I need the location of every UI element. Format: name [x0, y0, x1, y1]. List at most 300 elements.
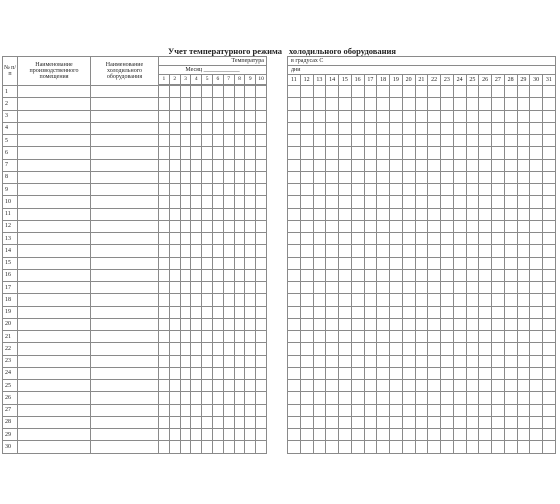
entry-cell[interactable]: [339, 159, 352, 171]
entry-cell[interactable]: [159, 380, 170, 392]
entry-cell[interactable]: [159, 294, 170, 306]
entry-cell[interactable]: [441, 110, 454, 122]
entry-cell[interactable]: [377, 245, 390, 257]
entry-cell[interactable]: [402, 245, 415, 257]
entry-cell[interactable]: [288, 318, 301, 330]
entry-cell[interactable]: [530, 331, 543, 343]
entry-cell[interactable]: [191, 306, 202, 318]
entry-cell[interactable]: [428, 122, 441, 134]
entry-cell[interactable]: [256, 367, 267, 379]
entry-cell[interactable]: [504, 220, 517, 232]
entry-cell[interactable]: [441, 306, 454, 318]
entry-cell[interactable]: [466, 171, 479, 183]
entry-cell[interactable]: [313, 196, 326, 208]
entry-cell[interactable]: [313, 135, 326, 147]
entry-cell[interactable]: [479, 294, 492, 306]
entry-cell[interactable]: [300, 196, 313, 208]
entry-cell[interactable]: [326, 257, 339, 269]
entry-cell[interactable]: [256, 392, 267, 404]
entry-cell[interactable]: [390, 404, 403, 416]
entry-cell[interactable]: [91, 306, 159, 318]
entry-cell[interactable]: [326, 208, 339, 220]
entry-cell[interactable]: [377, 306, 390, 318]
entry-cell[interactable]: [453, 196, 466, 208]
entry-cell[interactable]: [326, 171, 339, 183]
entry-cell[interactable]: [223, 282, 234, 294]
entry-cell[interactable]: [530, 86, 543, 98]
entry-cell[interactable]: [202, 233, 213, 245]
entry-cell[interactable]: [313, 331, 326, 343]
entry-cell[interactable]: [453, 245, 466, 257]
entry-cell[interactable]: [288, 441, 301, 453]
entry-cell[interactable]: [543, 245, 556, 257]
entry-cell[interactable]: [339, 257, 352, 269]
entry-cell[interactable]: [466, 429, 479, 441]
entry-cell[interactable]: [492, 110, 505, 122]
entry-cell[interactable]: [428, 196, 441, 208]
entry-cell[interactable]: [453, 257, 466, 269]
entry-cell[interactable]: [202, 86, 213, 98]
entry-cell[interactable]: [18, 416, 91, 428]
entry-cell[interactable]: [256, 184, 267, 196]
entry-cell[interactable]: [351, 306, 364, 318]
entry-cell[interactable]: [234, 220, 245, 232]
entry-cell[interactable]: [492, 122, 505, 134]
entry-cell[interactable]: [351, 196, 364, 208]
entry-cell[interactable]: [415, 331, 428, 343]
entry-cell[interactable]: [479, 110, 492, 122]
entry-cell[interactable]: [234, 184, 245, 196]
entry-cell[interactable]: [169, 122, 180, 134]
entry-cell[interactable]: [91, 196, 159, 208]
entry-cell[interactable]: [159, 233, 170, 245]
entry-cell[interactable]: [390, 110, 403, 122]
entry-cell[interactable]: [453, 159, 466, 171]
entry-cell[interactable]: [377, 233, 390, 245]
entry-cell[interactable]: [428, 269, 441, 281]
entry-cell[interactable]: [415, 110, 428, 122]
entry-cell[interactable]: [466, 220, 479, 232]
entry-cell[interactable]: [479, 159, 492, 171]
entry-cell[interactable]: [339, 441, 352, 453]
entry-cell[interactable]: [441, 245, 454, 257]
entry-cell[interactable]: [326, 110, 339, 122]
entry-cell[interactable]: [180, 380, 191, 392]
entry-cell[interactable]: [428, 147, 441, 159]
entry-cell[interactable]: [504, 98, 517, 110]
entry-cell[interactable]: [377, 257, 390, 269]
entry-cell[interactable]: [202, 343, 213, 355]
entry-cell[interactable]: [326, 196, 339, 208]
entry-cell[interactable]: [390, 367, 403, 379]
entry-cell[interactable]: [300, 233, 313, 245]
entry-cell[interactable]: [159, 147, 170, 159]
entry-cell[interactable]: [530, 220, 543, 232]
entry-cell[interactable]: [159, 196, 170, 208]
entry-cell[interactable]: [517, 233, 530, 245]
entry-cell[interactable]: [364, 98, 377, 110]
entry-cell[interactable]: [390, 306, 403, 318]
entry-cell[interactable]: [223, 135, 234, 147]
entry-cell[interactable]: [234, 343, 245, 355]
entry-cell[interactable]: [364, 122, 377, 134]
entry-cell[interactable]: [288, 429, 301, 441]
entry-cell[interactable]: [191, 196, 202, 208]
entry-cell[interactable]: [453, 392, 466, 404]
entry-cell[interactable]: [326, 159, 339, 171]
entry-cell[interactable]: [377, 318, 390, 330]
entry-cell[interactable]: [288, 159, 301, 171]
entry-cell[interactable]: [453, 122, 466, 134]
entry-cell[interactable]: [530, 257, 543, 269]
entry-cell[interactable]: [453, 269, 466, 281]
entry-cell[interactable]: [390, 220, 403, 232]
entry-cell[interactable]: [223, 220, 234, 232]
entry-cell[interactable]: [492, 331, 505, 343]
entry-cell[interactable]: [300, 147, 313, 159]
entry-cell[interactable]: [441, 343, 454, 355]
entry-cell[interactable]: [180, 233, 191, 245]
entry-cell[interactable]: [479, 380, 492, 392]
entry-cell[interactable]: [415, 367, 428, 379]
entry-cell[interactable]: [479, 306, 492, 318]
entry-cell[interactable]: [91, 86, 159, 98]
entry-cell[interactable]: [530, 441, 543, 453]
entry-cell[interactable]: [159, 220, 170, 232]
entry-cell[interactable]: [377, 441, 390, 453]
entry-cell[interactable]: [300, 184, 313, 196]
entry-cell[interactable]: [402, 171, 415, 183]
entry-cell[interactable]: [18, 367, 91, 379]
entry-cell[interactable]: [390, 429, 403, 441]
entry-cell[interactable]: [202, 416, 213, 428]
entry-cell[interactable]: [245, 135, 256, 147]
entry-cell[interactable]: [492, 147, 505, 159]
entry-cell[interactable]: [364, 404, 377, 416]
entry-cell[interactable]: [492, 233, 505, 245]
entry-cell[interactable]: [313, 184, 326, 196]
entry-cell[interactable]: [245, 171, 256, 183]
entry-cell[interactable]: [517, 441, 530, 453]
entry-cell[interactable]: [415, 294, 428, 306]
entry-cell[interactable]: [492, 282, 505, 294]
entry-cell[interactable]: [18, 86, 91, 98]
entry-cell[interactable]: [234, 122, 245, 134]
entry-cell[interactable]: [390, 86, 403, 98]
entry-cell[interactable]: [390, 171, 403, 183]
entry-cell[interactable]: [441, 159, 454, 171]
entry-cell[interactable]: [504, 233, 517, 245]
entry-cell[interactable]: [390, 184, 403, 196]
entry-cell[interactable]: [377, 429, 390, 441]
entry-cell[interactable]: [245, 282, 256, 294]
entry-cell[interactable]: [18, 233, 91, 245]
entry-cell[interactable]: [517, 331, 530, 343]
entry-cell[interactable]: [169, 184, 180, 196]
entry-cell[interactable]: [453, 147, 466, 159]
entry-cell[interactable]: [234, 441, 245, 453]
entry-cell[interactable]: [364, 294, 377, 306]
entry-cell[interactable]: [530, 159, 543, 171]
entry-cell[interactable]: [234, 331, 245, 343]
entry-cell[interactable]: [288, 367, 301, 379]
entry-cell[interactable]: [543, 355, 556, 367]
entry-cell[interactable]: [339, 416, 352, 428]
entry-cell[interactable]: [202, 184, 213, 196]
entry-cell[interactable]: [517, 110, 530, 122]
entry-cell[interactable]: [245, 110, 256, 122]
entry-cell[interactable]: [377, 392, 390, 404]
entry-cell[interactable]: [313, 257, 326, 269]
entry-cell[interactable]: [415, 208, 428, 220]
entry-cell[interactable]: [479, 135, 492, 147]
entry-cell[interactable]: [390, 331, 403, 343]
entry-cell[interactable]: [300, 355, 313, 367]
entry-cell[interactable]: [326, 331, 339, 343]
entry-cell[interactable]: [169, 343, 180, 355]
entry-cell[interactable]: [212, 147, 223, 159]
entry-cell[interactable]: [326, 98, 339, 110]
entry-cell[interactable]: [169, 220, 180, 232]
entry-cell[interactable]: [339, 282, 352, 294]
entry-cell[interactable]: [191, 135, 202, 147]
entry-cell[interactable]: [256, 269, 267, 281]
entry-cell[interactable]: [288, 220, 301, 232]
entry-cell[interactable]: [180, 98, 191, 110]
entry-cell[interactable]: [530, 171, 543, 183]
entry-cell[interactable]: [492, 196, 505, 208]
entry-cell[interactable]: [300, 245, 313, 257]
entry-cell[interactable]: [191, 159, 202, 171]
entry-cell[interactable]: [364, 135, 377, 147]
entry-cell[interactable]: [159, 122, 170, 134]
entry-cell[interactable]: [390, 294, 403, 306]
entry-cell[interactable]: [543, 331, 556, 343]
entry-cell[interactable]: [504, 355, 517, 367]
entry-cell[interactable]: [18, 269, 91, 281]
entry-cell[interactable]: [159, 429, 170, 441]
entry-cell[interactable]: [479, 245, 492, 257]
entry-cell[interactable]: [453, 355, 466, 367]
entry-cell[interactable]: [169, 367, 180, 379]
entry-cell[interactable]: [180, 416, 191, 428]
entry-cell[interactable]: [159, 404, 170, 416]
entry-cell[interactable]: [245, 86, 256, 98]
entry-cell[interactable]: [191, 331, 202, 343]
entry-cell[interactable]: [212, 196, 223, 208]
entry-cell[interactable]: [223, 122, 234, 134]
entry-cell[interactable]: [351, 245, 364, 257]
entry-cell[interactable]: [428, 331, 441, 343]
entry-cell[interactable]: [364, 282, 377, 294]
entry-cell[interactable]: [428, 257, 441, 269]
entry-cell[interactable]: [479, 86, 492, 98]
entry-cell[interactable]: [169, 429, 180, 441]
entry-cell[interactable]: [504, 294, 517, 306]
entry-cell[interactable]: [351, 429, 364, 441]
entry-cell[interactable]: [245, 122, 256, 134]
entry-cell[interactable]: [415, 318, 428, 330]
entry-cell[interactable]: [313, 233, 326, 245]
entry-cell[interactable]: [245, 380, 256, 392]
entry-cell[interactable]: [492, 245, 505, 257]
entry-cell[interactable]: [492, 220, 505, 232]
entry-cell[interactable]: [530, 429, 543, 441]
entry-cell[interactable]: [441, 257, 454, 269]
entry-cell[interactable]: [441, 233, 454, 245]
entry-cell[interactable]: [91, 257, 159, 269]
entry-cell[interactable]: [169, 416, 180, 428]
entry-cell[interactable]: [169, 135, 180, 147]
entry-cell[interactable]: [300, 306, 313, 318]
entry-cell[interactable]: [288, 208, 301, 220]
entry-cell[interactable]: [453, 380, 466, 392]
entry-cell[interactable]: [159, 343, 170, 355]
entry-cell[interactable]: [428, 343, 441, 355]
entry-cell[interactable]: [223, 392, 234, 404]
entry-cell[interactable]: [530, 416, 543, 428]
entry-cell[interactable]: [300, 429, 313, 441]
entry-cell[interactable]: [530, 208, 543, 220]
entry-cell[interactable]: [441, 416, 454, 428]
entry-cell[interactable]: [504, 86, 517, 98]
entry-cell[interactable]: [212, 122, 223, 134]
entry-cell[interactable]: [402, 122, 415, 134]
entry-cell[interactable]: [300, 269, 313, 281]
entry-cell[interactable]: [543, 380, 556, 392]
entry-cell[interactable]: [339, 380, 352, 392]
entry-cell[interactable]: [180, 257, 191, 269]
entry-cell[interactable]: [326, 343, 339, 355]
entry-cell[interactable]: [492, 343, 505, 355]
entry-cell[interactable]: [453, 367, 466, 379]
entry-cell[interactable]: [377, 135, 390, 147]
entry-cell[interactable]: [256, 404, 267, 416]
entry-cell[interactable]: [364, 233, 377, 245]
entry-cell[interactable]: [402, 233, 415, 245]
entry-cell[interactable]: [492, 416, 505, 428]
entry-cell[interactable]: [300, 159, 313, 171]
entry-cell[interactable]: [479, 122, 492, 134]
entry-cell[interactable]: [18, 282, 91, 294]
entry-cell[interactable]: [169, 306, 180, 318]
entry-cell[interactable]: [91, 392, 159, 404]
entry-cell[interactable]: [234, 429, 245, 441]
entry-cell[interactable]: [415, 122, 428, 134]
entry-cell[interactable]: [169, 392, 180, 404]
entry-cell[interactable]: [504, 318, 517, 330]
entry-cell[interactable]: [453, 208, 466, 220]
entry-cell[interactable]: [466, 98, 479, 110]
entry-cell[interactable]: [326, 233, 339, 245]
entry-cell[interactable]: [18, 110, 91, 122]
entry-cell[interactable]: [453, 318, 466, 330]
entry-cell[interactable]: [415, 416, 428, 428]
entry-cell[interactable]: [492, 208, 505, 220]
entry-cell[interactable]: [245, 404, 256, 416]
entry-cell[interactable]: [180, 355, 191, 367]
entry-cell[interactable]: [351, 233, 364, 245]
entry-cell[interactable]: [300, 135, 313, 147]
entry-cell[interactable]: [415, 171, 428, 183]
entry-cell[interactable]: [441, 392, 454, 404]
entry-cell[interactable]: [18, 380, 91, 392]
entry-cell[interactable]: [18, 135, 91, 147]
entry-cell[interactable]: [402, 294, 415, 306]
entry-cell[interactable]: [212, 306, 223, 318]
entry-cell[interactable]: [288, 282, 301, 294]
entry-cell[interactable]: [18, 441, 91, 453]
entry-cell[interactable]: [234, 171, 245, 183]
entry-cell[interactable]: [313, 269, 326, 281]
entry-cell[interactable]: [351, 86, 364, 98]
entry-cell[interactable]: [300, 110, 313, 122]
entry-cell[interactable]: [390, 269, 403, 281]
entry-cell[interactable]: [256, 208, 267, 220]
entry-cell[interactable]: [517, 208, 530, 220]
entry-cell[interactable]: [428, 220, 441, 232]
entry-cell[interactable]: [364, 318, 377, 330]
entry-cell[interactable]: [453, 86, 466, 98]
entry-cell[interactable]: [504, 441, 517, 453]
entry-cell[interactable]: [169, 110, 180, 122]
entry-cell[interactable]: [191, 208, 202, 220]
entry-cell[interactable]: [256, 282, 267, 294]
entry-cell[interactable]: [517, 196, 530, 208]
entry-cell[interactable]: [543, 269, 556, 281]
entry-cell[interactable]: [169, 257, 180, 269]
entry-cell[interactable]: [402, 86, 415, 98]
entry-cell[interactable]: [223, 245, 234, 257]
entry-cell[interactable]: [339, 367, 352, 379]
entry-cell[interactable]: [180, 220, 191, 232]
entry-cell[interactable]: [402, 429, 415, 441]
entry-cell[interactable]: [466, 367, 479, 379]
entry-cell[interactable]: [180, 318, 191, 330]
entry-cell[interactable]: [288, 380, 301, 392]
entry-cell[interactable]: [492, 257, 505, 269]
entry-cell[interactable]: [326, 306, 339, 318]
entry-cell[interactable]: [504, 257, 517, 269]
entry-cell[interactable]: [453, 282, 466, 294]
entry-cell[interactable]: [202, 257, 213, 269]
entry-cell[interactable]: [377, 122, 390, 134]
entry-cell[interactable]: [223, 98, 234, 110]
entry-cell[interactable]: [402, 441, 415, 453]
entry-cell[interactable]: [351, 380, 364, 392]
entry-cell[interactable]: [212, 429, 223, 441]
entry-cell[interactable]: [530, 147, 543, 159]
entry-cell[interactable]: [351, 147, 364, 159]
entry-cell[interactable]: [326, 184, 339, 196]
entry-cell[interactable]: [288, 122, 301, 134]
entry-cell[interactable]: [256, 441, 267, 453]
entry-cell[interactable]: [377, 269, 390, 281]
entry-cell[interactable]: [159, 392, 170, 404]
entry-cell[interactable]: [466, 380, 479, 392]
entry-cell[interactable]: [517, 294, 530, 306]
entry-cell[interactable]: [245, 306, 256, 318]
entry-cell[interactable]: [390, 233, 403, 245]
entry-cell[interactable]: [402, 355, 415, 367]
entry-cell[interactable]: [234, 208, 245, 220]
entry-cell[interactable]: [543, 184, 556, 196]
entry-cell[interactable]: [492, 294, 505, 306]
entry-cell[interactable]: [530, 392, 543, 404]
entry-cell[interactable]: [517, 98, 530, 110]
entry-cell[interactable]: [223, 441, 234, 453]
entry-cell[interactable]: [191, 171, 202, 183]
